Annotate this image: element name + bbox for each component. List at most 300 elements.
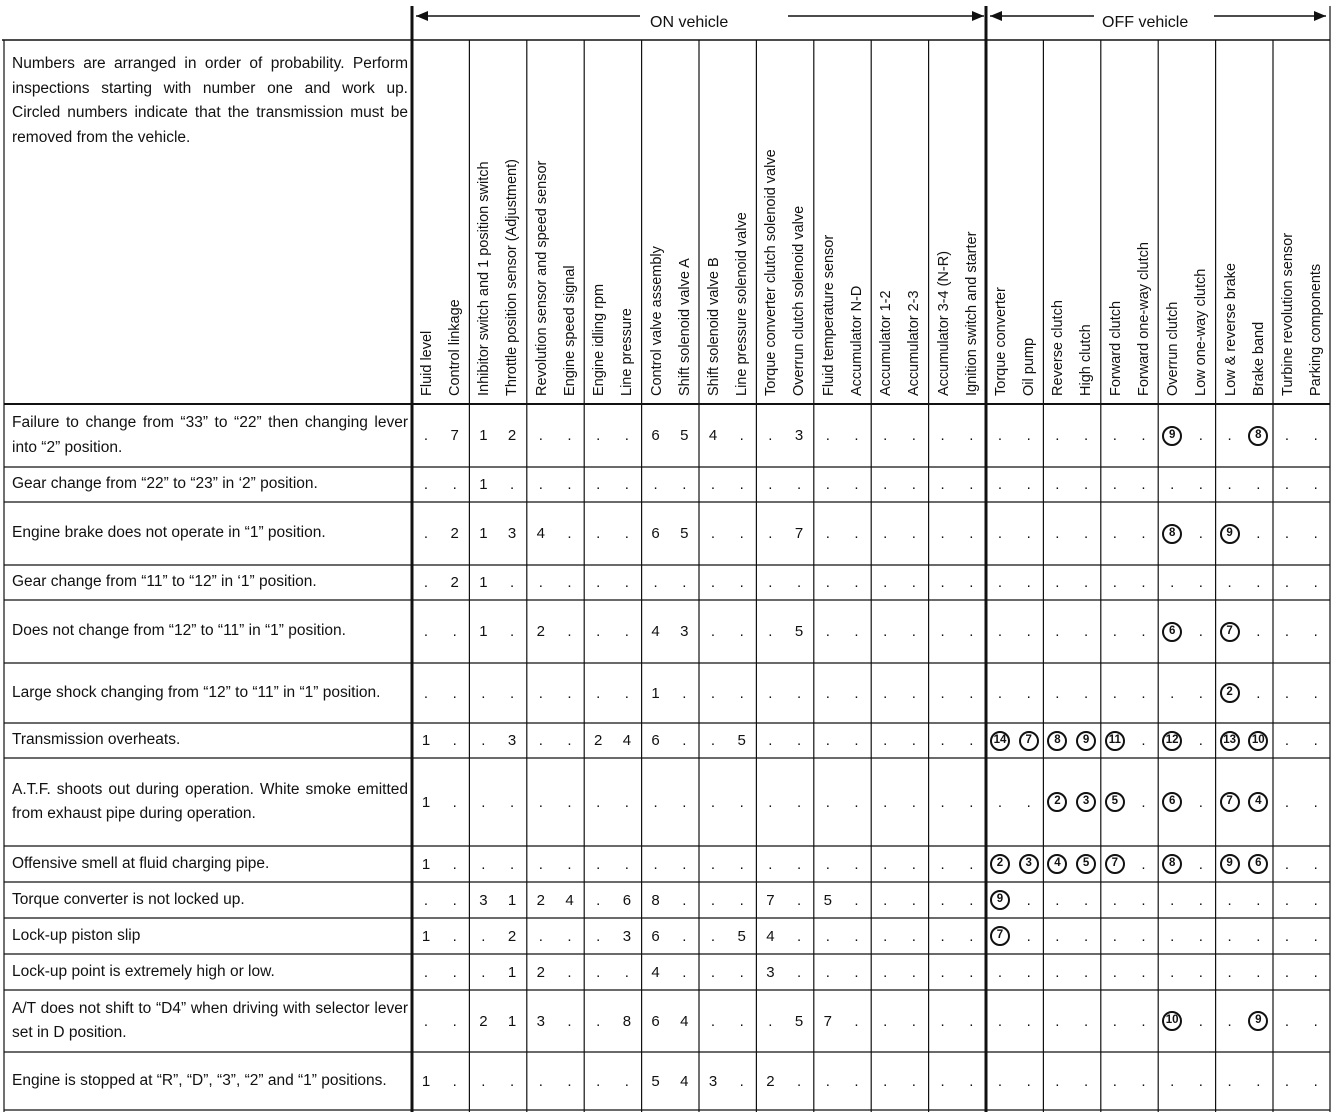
column-header: Parking components	[1308, 263, 1324, 396]
table-cell: .	[1141, 574, 1146, 591]
table-cell: .	[825, 732, 830, 749]
table-cell: .	[1284, 891, 1290, 909]
symptom-text: Lock-up piston slip	[12, 926, 141, 944]
row-label	[12, 954, 408, 990]
column-header: Control linkage	[447, 299, 463, 396]
table-cell: .	[1284, 732, 1290, 749]
table-cell: .	[710, 732, 716, 749]
on-arrow-head-left	[416, 11, 428, 21]
table-cell: 1	[479, 574, 488, 591]
table-cell: .	[682, 855, 687, 873]
circled-number: 3	[1076, 792, 1096, 812]
circled-number: 6	[1248, 854, 1268, 874]
table-cell: .	[969, 1012, 974, 1030]
table-cell: .	[682, 476, 687, 493]
table-cell: .	[911, 793, 916, 811]
table-cell: 4	[651, 963, 660, 981]
table-cell: .	[1198, 574, 1203, 591]
table-cell: .	[1112, 684, 1117, 702]
table-cell: .	[940, 525, 945, 542]
column-group	[413, 44, 469, 400]
column-header: Inhibitor switch and 1 position switch	[476, 161, 493, 396]
table-cell: .	[1026, 574, 1031, 591]
table-cell: .	[883, 793, 888, 811]
table-cell: .	[768, 427, 773, 444]
table-cell: .	[1256, 963, 1261, 981]
table-cell: .	[624, 574, 629, 591]
table-cell: .	[940, 793, 945, 811]
table-cell: .	[596, 1012, 601, 1030]
table-cell: .	[1141, 793, 1146, 811]
table-cell: .	[596, 684, 601, 702]
table-cell: .	[481, 963, 486, 981]
table-cell: .	[1198, 684, 1203, 702]
table-cell: .	[1284, 684, 1290, 702]
table-cell: .	[452, 1072, 457, 1090]
table-cell: .	[1313, 793, 1318, 811]
table-cell: .	[854, 1072, 859, 1090]
table-cell: 1	[421, 1072, 431, 1090]
table-cell: .	[797, 1072, 802, 1090]
table-cell: .	[883, 525, 888, 542]
table-cell: .	[1256, 891, 1261, 909]
table-cell: .	[883, 732, 888, 749]
table-cell: .	[710, 574, 716, 591]
row-label	[12, 882, 408, 918]
circled-number: 9	[1220, 524, 1240, 544]
table-cell	[1158, 600, 1186, 663]
table-cell: .	[1141, 476, 1146, 493]
table-cell: .	[883, 963, 888, 981]
table-cell: 1	[479, 525, 488, 542]
table-cell: 8	[622, 1012, 632, 1030]
table-cell	[986, 918, 1014, 954]
column-header: Low one-way clutch	[1193, 268, 1210, 396]
table-cell: .	[940, 891, 945, 909]
table-cell: .	[1313, 855, 1318, 873]
table-cell	[1216, 663, 1244, 723]
table-cell: 2	[450, 525, 459, 542]
table-cell	[1216, 723, 1244, 758]
table-cell: .	[653, 476, 658, 493]
table-cell: .	[1256, 927, 1261, 945]
table-cell: .	[940, 574, 945, 591]
table-cell: .	[739, 963, 744, 981]
table-cell: .	[1198, 623, 1203, 640]
table-cell: .	[510, 574, 515, 591]
table-cell: .	[997, 476, 1003, 493]
table-cell: 5	[680, 525, 689, 542]
table-cell: .	[739, 1012, 744, 1030]
circled-number: 6	[1162, 792, 1182, 812]
table-cell: .	[1084, 476, 1089, 493]
table-cell	[1244, 846, 1272, 882]
table-cell: .	[1284, 525, 1290, 542]
table-cell: .	[797, 574, 802, 591]
circled-number: 5	[1105, 792, 1125, 812]
row-label	[12, 918, 408, 954]
table-cell: .	[940, 1072, 945, 1090]
table-cell: .	[567, 927, 572, 945]
column-header: Fluid level	[419, 330, 435, 396]
table-cell: 6	[651, 427, 660, 444]
table-cell: .	[452, 623, 457, 640]
table-cell: .	[825, 574, 830, 591]
table-cell: .	[538, 574, 543, 591]
table-cell: .	[510, 623, 515, 640]
table-cell: .	[423, 427, 429, 444]
column-header: Torque converter clutch solenoid valve	[763, 149, 780, 396]
table-cell: .	[940, 855, 945, 873]
table-cell: .	[883, 476, 888, 493]
row-label	[12, 467, 408, 502]
table-cell: 4	[536, 525, 545, 542]
table-cell: .	[1313, 732, 1318, 749]
table-cell: .	[1227, 891, 1232, 909]
table-cell: .	[1170, 1072, 1175, 1090]
table-cell: 5	[680, 427, 689, 444]
column-group	[757, 44, 813, 400]
table-cell: .	[739, 1072, 744, 1090]
table-cell: .	[452, 963, 457, 981]
symptom-text: Large shock changing from “12” to “11” in “1” position.	[12, 683, 381, 701]
column-group	[1044, 44, 1100, 400]
table-cell	[1216, 846, 1244, 882]
table-cell: .	[567, 963, 572, 981]
table-cell: .	[1313, 623, 1318, 640]
table-cell: 3	[680, 623, 689, 640]
table-cell: .	[911, 427, 916, 444]
table-cell: .	[969, 793, 974, 811]
table-cell: .	[1227, 927, 1232, 945]
table-cell: .	[797, 476, 802, 493]
table-cell: 6	[651, 927, 660, 945]
column-header: Accumulator 1-2	[878, 290, 895, 396]
circled-number: 9	[1162, 426, 1182, 446]
circled-number: 9	[990, 890, 1010, 910]
table-cell: .	[1256, 623, 1261, 640]
row-label	[12, 404, 408, 467]
table-cell: .	[969, 732, 974, 749]
table-cell: .	[739, 684, 744, 702]
table-cell: .	[940, 684, 945, 702]
table-cell: 3	[708, 1072, 718, 1090]
table-cell: .	[682, 574, 687, 591]
table-cell: 3	[622, 927, 632, 945]
table-cell: .	[710, 1012, 716, 1030]
table-cell: .	[710, 525, 716, 542]
table-cell: .	[911, 476, 916, 493]
table-cell: .	[1084, 525, 1089, 542]
table-cell: .	[854, 427, 859, 444]
table-cell: 5	[794, 1012, 804, 1030]
table-cell: .	[883, 623, 888, 640]
table-cell: .	[1256, 684, 1261, 702]
table-cell: .	[739, 891, 744, 909]
table-cell: 7	[823, 1012, 832, 1030]
table-cell: 5	[737, 732, 746, 749]
table-cell: .	[1084, 574, 1089, 591]
table-cell: .	[911, 963, 916, 981]
table-cell: .	[538, 476, 543, 493]
column-header: Oil pump	[1021, 337, 1037, 396]
table-cell: .	[624, 427, 629, 444]
table-cell: .	[997, 525, 1003, 542]
table-cell: 7	[450, 427, 459, 444]
table-cell: .	[423, 684, 429, 702]
table-cell: .	[969, 476, 974, 493]
table-cell: 1	[479, 623, 488, 640]
intro-text: Numbers are arranged in order of probability. Perform inspections starting with number one and work up. Circled numbers indicate that the transmission must be removed from the vehicle.	[12, 55, 408, 146]
table-cell: .	[1313, 476, 1318, 493]
table-cell: .	[1112, 525, 1117, 542]
table-cell: .	[825, 855, 830, 873]
table-cell: 2	[479, 1012, 488, 1030]
table-cell: .	[797, 732, 802, 749]
table-cell: .	[854, 927, 859, 945]
table-cell: .	[481, 927, 486, 945]
table-cell: .	[1170, 684, 1175, 702]
table-cell: .	[1313, 525, 1318, 542]
circled-number: 14	[990, 731, 1010, 751]
table-cell: .	[739, 427, 744, 444]
table-cell: .	[854, 525, 859, 542]
table-cell: .	[797, 891, 802, 909]
table-cell: .	[969, 927, 974, 945]
table-cell	[1158, 758, 1186, 846]
table-cell: 5	[737, 927, 746, 945]
table-cell: .	[423, 1012, 429, 1030]
column-header: Torque converter	[993, 287, 1009, 396]
table-cell: .	[854, 623, 859, 640]
table-cell: 1	[421, 793, 431, 811]
table-cell: .	[1026, 623, 1031, 640]
table-cell: 4	[651, 623, 660, 640]
column-group	[872, 44, 928, 400]
table-cell: .	[739, 476, 744, 493]
table-cell: .	[883, 1072, 888, 1090]
table-cell: .	[538, 684, 543, 702]
table-cell: .	[1112, 1012, 1117, 1030]
table-cell	[1072, 758, 1100, 846]
table-cell	[1158, 990, 1186, 1052]
circled-number: 4	[1047, 854, 1067, 874]
table-cell: .	[653, 574, 658, 591]
table-cell: .	[567, 525, 572, 542]
table-cell: .	[538, 793, 543, 811]
table-cell: .	[682, 793, 687, 811]
row-label	[12, 758, 408, 846]
table-cell: .	[423, 623, 429, 640]
table-cell: .	[1084, 891, 1089, 909]
table-cell: .	[596, 793, 601, 811]
table-cell: .	[739, 855, 744, 873]
table-cell	[1216, 600, 1244, 663]
column-group	[1217, 44, 1273, 400]
table-cell: .	[596, 855, 601, 873]
table-cell	[1158, 723, 1186, 758]
table-cell: .	[1284, 855, 1290, 873]
table-cell: .	[452, 891, 457, 909]
table-cell: .	[911, 1012, 916, 1030]
table-cell: .	[825, 793, 830, 811]
table-cell: .	[1227, 1072, 1232, 1090]
table-cell: .	[768, 855, 773, 873]
table-cell: .	[710, 963, 716, 981]
table-cell: .	[1198, 476, 1203, 493]
table-cell: .	[538, 427, 543, 444]
column-header: Turbine revolution sensor	[1280, 232, 1296, 396]
table-cell: .	[452, 1012, 457, 1030]
table-cell: .	[510, 793, 515, 811]
table-cell: .	[1084, 1012, 1089, 1030]
column-header: Overrun clutch solenoid valve	[791, 205, 808, 396]
table-cell: .	[739, 623, 744, 640]
circled-number: 8	[1047, 731, 1067, 751]
table-cell: .	[1313, 1012, 1318, 1030]
table-cell: .	[596, 891, 601, 909]
table-cell: .	[1170, 574, 1175, 591]
table-cell: 3	[507, 525, 517, 542]
symptom-text: A/T does not shift to “D4” when driving with selector lever set in D position.	[12, 999, 408, 1041]
off-arrow-head-left	[990, 11, 1002, 21]
column-header: Engine speed signal	[561, 265, 578, 396]
table-cell: .	[624, 525, 629, 542]
table-cell: .	[883, 574, 888, 591]
table-cell: .	[940, 476, 945, 493]
table-cell: .	[624, 623, 629, 640]
table-cell	[1158, 404, 1186, 467]
table-cell: .	[997, 1072, 1003, 1090]
table-cell: .	[624, 793, 629, 811]
table-cell: .	[1026, 793, 1031, 811]
symptom-text: Engine brake does not operate in “1” position.	[12, 524, 326, 542]
table-cell	[1216, 502, 1244, 565]
table-cell: 7	[766, 891, 775, 909]
column-header: Accumulator 3-4 (N-R)	[935, 250, 952, 396]
table-cell: .	[1026, 525, 1031, 542]
table-cell: .	[768, 732, 773, 749]
table-cell: .	[825, 476, 830, 493]
column-header: Throttle position sensor (Adjustment)	[504, 159, 521, 396]
table-cell: 1	[421, 927, 431, 945]
table-cell: .	[969, 891, 974, 909]
table-cell: 4	[565, 891, 574, 909]
circled-number: 7	[1220, 622, 1240, 642]
table-cell: .	[1170, 891, 1175, 909]
table-cell: .	[1141, 891, 1146, 909]
table-cell	[1043, 846, 1071, 882]
table-cell: .	[969, 574, 974, 591]
table-cell: .	[1026, 963, 1031, 981]
column-group	[585, 44, 641, 400]
table-cell: .	[624, 1072, 629, 1090]
table-cell: .	[825, 684, 830, 702]
table-cell: 1	[479, 427, 488, 444]
table-cell: .	[883, 927, 888, 945]
table-cell: .	[969, 427, 974, 444]
table-cell: .	[883, 1012, 888, 1030]
table-cell: .	[710, 623, 716, 640]
table-cell: .	[768, 1012, 773, 1030]
table-cell: .	[997, 574, 1003, 591]
table-cell: .	[1198, 1072, 1203, 1090]
table-cell: .	[1284, 574, 1290, 591]
table-cell: 2	[507, 927, 517, 945]
table-cell: .	[567, 732, 572, 749]
table-cell: .	[1084, 427, 1089, 444]
table-cell: .	[1198, 927, 1203, 945]
table-cell: .	[596, 427, 601, 444]
symptom-text: Engine is stopped at “R”, “D”, “3”, “2” and “1” positions.	[12, 1071, 387, 1089]
table-cell: .	[997, 963, 1003, 981]
table-cell: .	[1256, 525, 1261, 542]
table-cell: .	[1313, 891, 1318, 909]
table-cell: .	[1026, 476, 1031, 493]
table-cell: .	[1284, 793, 1290, 811]
column-header: Shift solenoid valve B	[706, 257, 722, 396]
circled-number: 5	[1076, 854, 1096, 874]
column-group	[1274, 44, 1330, 400]
table-cell	[1101, 723, 1129, 758]
table-cell: .	[969, 1072, 974, 1090]
table-cell: .	[1227, 963, 1232, 981]
off-vehicle-label: OFF vehicle	[1096, 13, 1194, 33]
table-cell: .	[1141, 855, 1146, 873]
table-cell: .	[1141, 1012, 1146, 1030]
table-cell	[986, 723, 1014, 758]
table-cell: .	[1112, 891, 1117, 909]
table-cell: .	[1284, 963, 1290, 981]
table-cell: .	[854, 684, 859, 702]
table-cell: .	[768, 793, 773, 811]
table-cell	[1244, 723, 1272, 758]
table-cell: .	[567, 1012, 572, 1030]
table-cell: .	[911, 623, 916, 640]
table-cell: .	[1055, 1012, 1060, 1030]
table-cell: .	[596, 525, 601, 542]
table-cell: .	[567, 793, 572, 811]
table-cell: 2	[766, 1072, 775, 1090]
table-cell: .	[596, 1072, 601, 1090]
table-cell: .	[452, 732, 457, 749]
table-cell: .	[854, 1012, 859, 1030]
table-cell: .	[1284, 427, 1290, 444]
symptom-text: Torque converter is not locked up.	[12, 890, 245, 908]
table-cell: .	[1170, 476, 1175, 493]
column-header: Accumulator 2-3	[906, 290, 923, 396]
table-cell: .	[797, 927, 802, 945]
table-cell: 6	[651, 1012, 660, 1030]
table-cell: .	[710, 684, 716, 702]
table-cell: .	[1198, 855, 1203, 873]
table-cell: 2	[450, 574, 459, 591]
table-cell: .	[1055, 927, 1060, 945]
column-group	[815, 44, 871, 400]
table-cell: .	[1026, 1012, 1031, 1030]
row-label	[12, 565, 408, 600]
table-cell: .	[452, 927, 457, 945]
table-cell: .	[1313, 1072, 1318, 1090]
row-label	[12, 502, 408, 565]
table-cell	[1015, 846, 1043, 882]
table-cell: 1	[421, 732, 431, 749]
table-cell: .	[825, 1072, 830, 1090]
table-cell: .	[940, 427, 945, 444]
table-cell: .	[969, 525, 974, 542]
table-cell: .	[596, 574, 601, 591]
table-cell: .	[1026, 891, 1031, 909]
